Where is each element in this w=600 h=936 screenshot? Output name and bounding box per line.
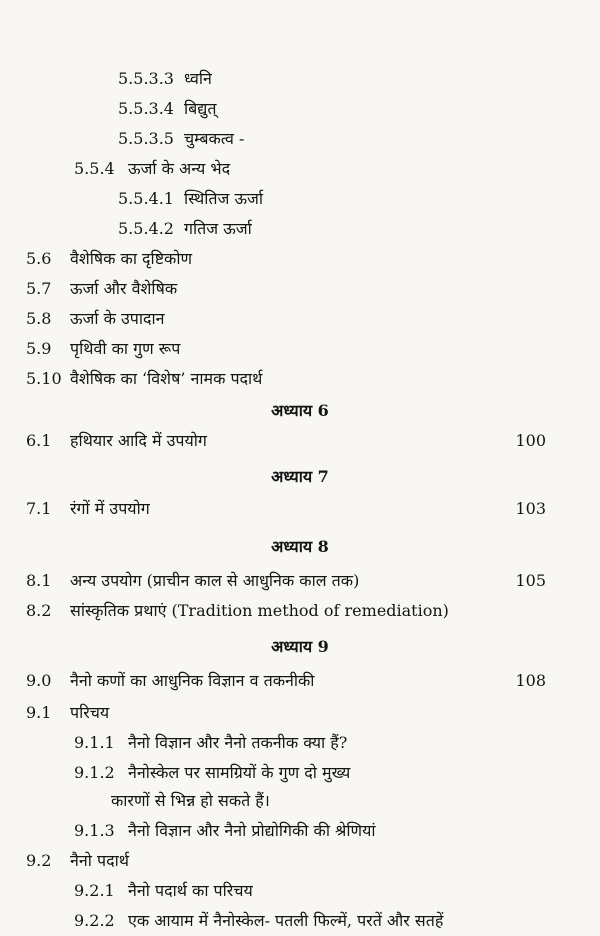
- entry-number: 6.1: [26, 431, 52, 450]
- entry-number: 9.2.2: [74, 911, 115, 930]
- entry-number: 5.8: [26, 309, 52, 328]
- toc-entry: [0, 334, 600, 364]
- toc-entry: [0, 846, 600, 876]
- entry-number: 5.5.4.1: [118, 189, 174, 208]
- toc-entry: [0, 364, 600, 394]
- chapter-heading: अध्याय 7: [271, 467, 329, 486]
- entry-title: गतिज ऊर्जा: [184, 219, 252, 238]
- toc-entry: [0, 64, 600, 94]
- toc-entry: [0, 906, 600, 936]
- chapter-heading: अध्याय 9: [271, 637, 329, 656]
- entry-title: हथियार आदि में उपयोग: [70, 431, 207, 450]
- toc-entry: [0, 596, 600, 626]
- toc-entry: [0, 758, 600, 788]
- toc-entry: [0, 728, 600, 758]
- toc-entry: [0, 876, 600, 906]
- entry-number: 5.9: [26, 339, 52, 358]
- entry-title-continuation: कारणों से भिन्न हो सकते हैं।: [111, 791, 270, 810]
- entry-number: 5.5.3.4: [118, 99, 174, 118]
- toc-entry: [0, 666, 600, 696]
- toc-entry: [0, 94, 600, 124]
- entry-title: नैनो पदार्थ: [70, 851, 129, 870]
- entry-number: 9.1.3: [74, 821, 115, 840]
- entry-number: 9.2: [26, 851, 52, 870]
- entry-number: 8.1: [26, 571, 52, 590]
- toc-entry: [0, 816, 600, 846]
- entry-number: 5.5.3.3: [118, 69, 174, 88]
- entry-number: 9.1.1: [74, 733, 115, 752]
- entry-number: 5.6: [26, 249, 52, 268]
- entry-number: 9.2.1: [74, 881, 115, 900]
- entry-number: 9.0: [26, 671, 52, 690]
- toc-entry: [0, 698, 600, 728]
- toc-entry: [0, 426, 600, 456]
- entry-title: अन्य उपयोग (प्राचीन काल से आधुनिक काल तक): [70, 571, 360, 590]
- toc-entry: [0, 184, 600, 214]
- toc-entry: [0, 154, 600, 184]
- entry-title: पृथिवी का गुण रूप: [70, 339, 181, 358]
- entry-title: नैनो कणों का आधुनिक विज्ञान व तकनीकी: [70, 671, 315, 690]
- entry-title: नैनो विज्ञान और नैनो तकनीक क्या हैं?: [128, 733, 348, 752]
- entry-number: 5.7: [26, 279, 52, 298]
- entry-title: ऊर्जा और वैशेषिक: [70, 279, 178, 298]
- entry-number: 5.5.3.5: [118, 129, 174, 148]
- entry-number: 5.10: [26, 369, 62, 388]
- chapter-heading: अध्याय 8: [271, 537, 329, 556]
- entry-title: सांस्कृतिक प्रथाएं (Tradition method of remediation): [70, 601, 449, 620]
- entry-title: स्थितिज ऊर्जा: [184, 189, 264, 208]
- toc-entry: [0, 494, 600, 524]
- entry-title: रंगों में उपयोग: [70, 499, 150, 518]
- entry-title: ऊर्जा के अन्य भेद: [128, 159, 231, 178]
- entry-title: वैशेषिक का दृष्टिकोण: [70, 249, 193, 268]
- toc-entry: [0, 214, 600, 244]
- chapter-heading: अध्याय 6: [271, 401, 329, 420]
- entry-title: ध्वनि: [184, 69, 212, 88]
- entry-title: नैनो पदार्थ का परिचय: [128, 881, 253, 900]
- toc-entry: [0, 124, 600, 154]
- entry-page-number: 103: [515, 499, 546, 518]
- entry-title: ऊर्जा के उपादान: [70, 309, 165, 328]
- entry-title: नैनोस्केल पर सामग्रियों के गुण दो मुख्य: [128, 763, 351, 782]
- toc-entry: [0, 566, 600, 596]
- entry-page-number: 100: [515, 431, 546, 450]
- entry-page-number: 108: [515, 671, 546, 690]
- entry-number: 5.5.4: [74, 159, 115, 178]
- entry-number: 9.1: [26, 703, 52, 722]
- entry-number: 8.2: [26, 601, 52, 620]
- entry-number: 5.5.4.2: [118, 219, 174, 238]
- entry-title: नैनो विज्ञान और नैनो प्रोद्योगिकी की श्रेणियां: [128, 821, 376, 840]
- toc-entry: [0, 244, 600, 274]
- entry-title: परिचय: [70, 703, 110, 722]
- toc-entry: [0, 304, 600, 334]
- entry-number: 7.1: [26, 499, 52, 518]
- entry-page-number: 105: [515, 571, 546, 590]
- entry-title: एक आयाम में नैनोस्केल- पतली फिल्में, परतें और सतहें: [128, 911, 444, 930]
- entry-title: वैशेषिक का ‘विशेष’ नामक पदार्थ: [70, 369, 263, 388]
- entry-number: 9.1.2: [74, 763, 115, 782]
- toc-entry: [0, 274, 600, 304]
- entry-title: बिद्युत्: [184, 99, 217, 118]
- entry-title: चुम्बकत्व -: [184, 129, 245, 148]
